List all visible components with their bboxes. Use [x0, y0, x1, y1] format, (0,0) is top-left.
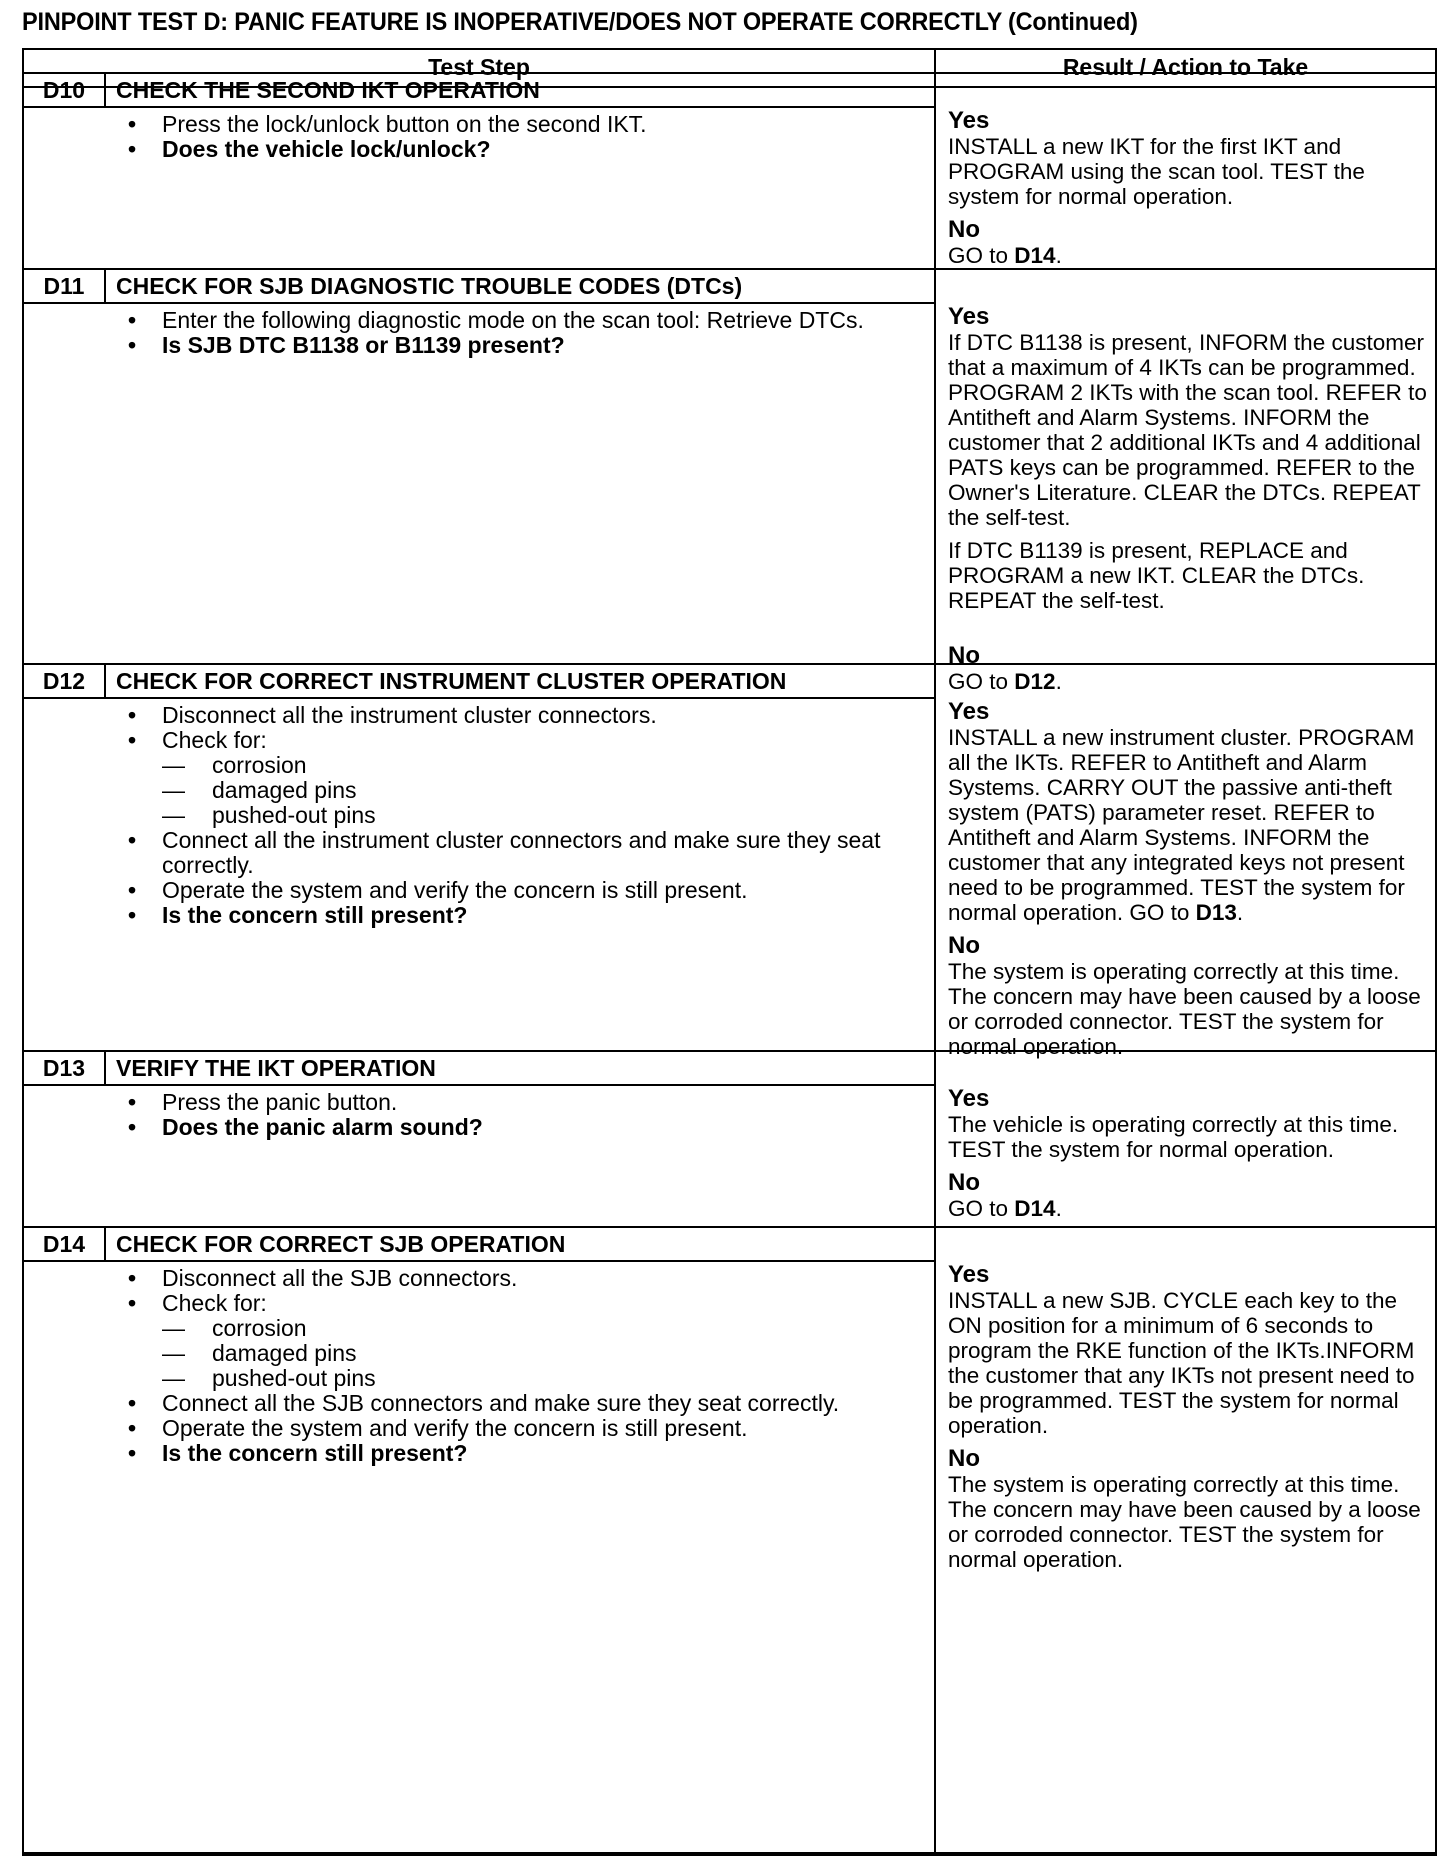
goto-step-link[interactable]: D14 — [1014, 1196, 1056, 1221]
step-d14 — [24, 1226, 1435, 1852]
instruction-subitem: — corrosion — [114, 1316, 894, 1341]
instruction-item: • Press the lock/unlock button on the second IKT. — [114, 112, 914, 137]
no-label: No — [948, 642, 980, 669]
yes-action: If DTC B1139 is present, REPLACE and PROGRAM a new IKT. CLEAR the DTCs. REPEAT the self-test. — [948, 538, 1365, 613]
step-id: D13 — [24, 1052, 106, 1084]
yes-action: If DTC B1138 is present, INFORM the customer that a maximum of 4 IKTs can be programmed. PROGRAM 2 IKTs with the scan tool. REFER to Antitheft and Alarm Systems. INFORM the customer that 2 additional IKTs and 4 additional PATS keys can be programmed. REFER to the Owner's Literature. CLEAR the DTCs. REPEAT the self-test. — [948, 330, 1427, 530]
instruction-subitem: — pushed-out pins — [114, 1366, 894, 1391]
goto-step-link[interactable]: D13 — [1195, 900, 1237, 925]
yes-action: The vehicle is operating correctly at this time. TEST the system for normal operation. — [948, 1112, 1399, 1162]
instruction-question: • Is SJB DTC B1138 or B1139 present? — [114, 333, 894, 358]
yes-action: INSTALL a new instrument cluster. PROGRAM all the IKTs. REFER to Antitheft and Alarm Systems. CARRY OUT the passive anti-theft system (PATS) parameter reset. REFER to Antitheft and Alarm Systems. INFORM the customer that any integrated keys not present need to be programmed. TEST the system for normal operation. GO to D13. — [948, 725, 1415, 925]
instruction-item: • Operate the system and verify the concern is still present. — [114, 1416, 894, 1441]
instruction-item: • Check for: — [114, 728, 894, 753]
step-title: CHECK FOR SJB DIAGNOSTIC TROUBLE CODES (DTCs) — [116, 273, 743, 299]
step-result — [948, 108, 1432, 276]
step-instructions — [114, 1090, 914, 1140]
no-action: GO to D14. — [948, 1196, 1062, 1221]
step-result — [948, 699, 1432, 1067]
no-action: GO to D14. — [948, 243, 1062, 268]
instruction-item: • Press the panic button. — [114, 1090, 914, 1115]
step-title: CHECK FOR CORRECT SJB OPERATION — [116, 1231, 566, 1257]
yes-label: Yes — [948, 303, 990, 330]
goto-step-link[interactable]: D12 — [1014, 669, 1056, 694]
no-label: No — [948, 1445, 980, 1472]
step-title: CHECK FOR CORRECT INSTRUMENT CLUSTER OPERATION — [116, 668, 787, 694]
step-result — [948, 1262, 1432, 1580]
step-title: VERIFY THE IKT OPERATION — [116, 1055, 436, 1081]
instruction-item: • Connect all the SJB connectors and make sure they seat correctly. — [114, 1391, 894, 1416]
step-d12 — [24, 663, 1435, 1059]
goto-step-link[interactable]: D14 — [1014, 243, 1056, 268]
yes-action: INSTALL a new SJB. CYCLE each key to the ON position for a minimum of 6 seconds to program the RKE function of the IKTs.INFORM the customer that any IKTs not present need to be programmed. TEST the system for normal operation. — [948, 1288, 1415, 1438]
step-d13 — [24, 1050, 1435, 1230]
step-id: D11 — [24, 270, 106, 302]
no-label: No — [948, 932, 980, 959]
yes-label: Yes — [948, 1085, 990, 1112]
yes-label: Yes — [948, 698, 990, 725]
instruction-question: • Does the panic alarm sound? — [114, 1115, 914, 1140]
pinpoint-test-table — [22, 48, 1437, 1856]
instruction-subitem: — damaged pins — [114, 778, 894, 803]
yes-label: Yes — [948, 107, 990, 134]
no-action: The system is operating correctly at this time. The concern may have been caused by a loose or corroded connector. TEST the system for normal operation. — [948, 1472, 1421, 1572]
no-action: GO to D12. — [948, 669, 1062, 694]
instruction-item: • Enter the following diagnostic mode on the scan tool: Retrieve DTCs. — [114, 308, 894, 333]
yes-label: Yes — [948, 1261, 990, 1288]
step-id: D10 — [24, 74, 106, 106]
instruction-item: • Check for: — [114, 1291, 894, 1316]
instruction-item: • Operate the system and verify the concern is still present. — [114, 878, 894, 903]
no-label: No — [948, 216, 980, 243]
instruction-item: • Disconnect all the instrument cluster connectors. — [114, 703, 894, 728]
header-test-step: Test Step — [428, 54, 530, 80]
step-title: CHECK THE SECOND IKT OPERATION — [116, 77, 540, 103]
step-result — [948, 1086, 1432, 1229]
instruction-question: • Is the concern still present? — [114, 903, 894, 928]
step-instructions — [114, 1266, 894, 1466]
yes-action: INSTALL a new IKT for the first IKT and PROGRAM using the scan tool. TEST the system for normal operation. — [948, 134, 1365, 209]
instruction-item: • Connect all the instrument cluster connectors and make sure they seat correctly. — [114, 828, 894, 878]
header-result-action: Result / Action to Take — [1062, 54, 1309, 80]
step-id: D12 — [24, 665, 106, 697]
step-result — [948, 304, 1432, 702]
instruction-subitem: — pushed-out pins — [114, 803, 894, 828]
page-title: PINPOINT TEST D: PANIC FEATURE IS INOPERATIVE/DOES NOT OPERATE CORRECTLY (Continued) — [22, 8, 1138, 36]
instruction-subitem: — corrosion — [114, 753, 894, 778]
step-instructions — [114, 112, 914, 162]
instruction-question: • Does the vehicle lock/unlock? — [114, 137, 914, 162]
no-label: No — [948, 1169, 980, 1196]
step-id: D14 — [24, 1228, 106, 1260]
instruction-question: • Is the concern still present? — [114, 1441, 894, 1466]
instruction-item: • Disconnect all the SJB connectors. — [114, 1266, 894, 1291]
step-instructions — [114, 703, 894, 928]
step-instructions — [114, 308, 894, 358]
no-action: The system is operating correctly at this time. The concern may have been caused by a loose or corroded connector. TEST the system for normal operation. — [948, 959, 1421, 1059]
instruction-subitem: — damaged pins — [114, 1341, 894, 1366]
